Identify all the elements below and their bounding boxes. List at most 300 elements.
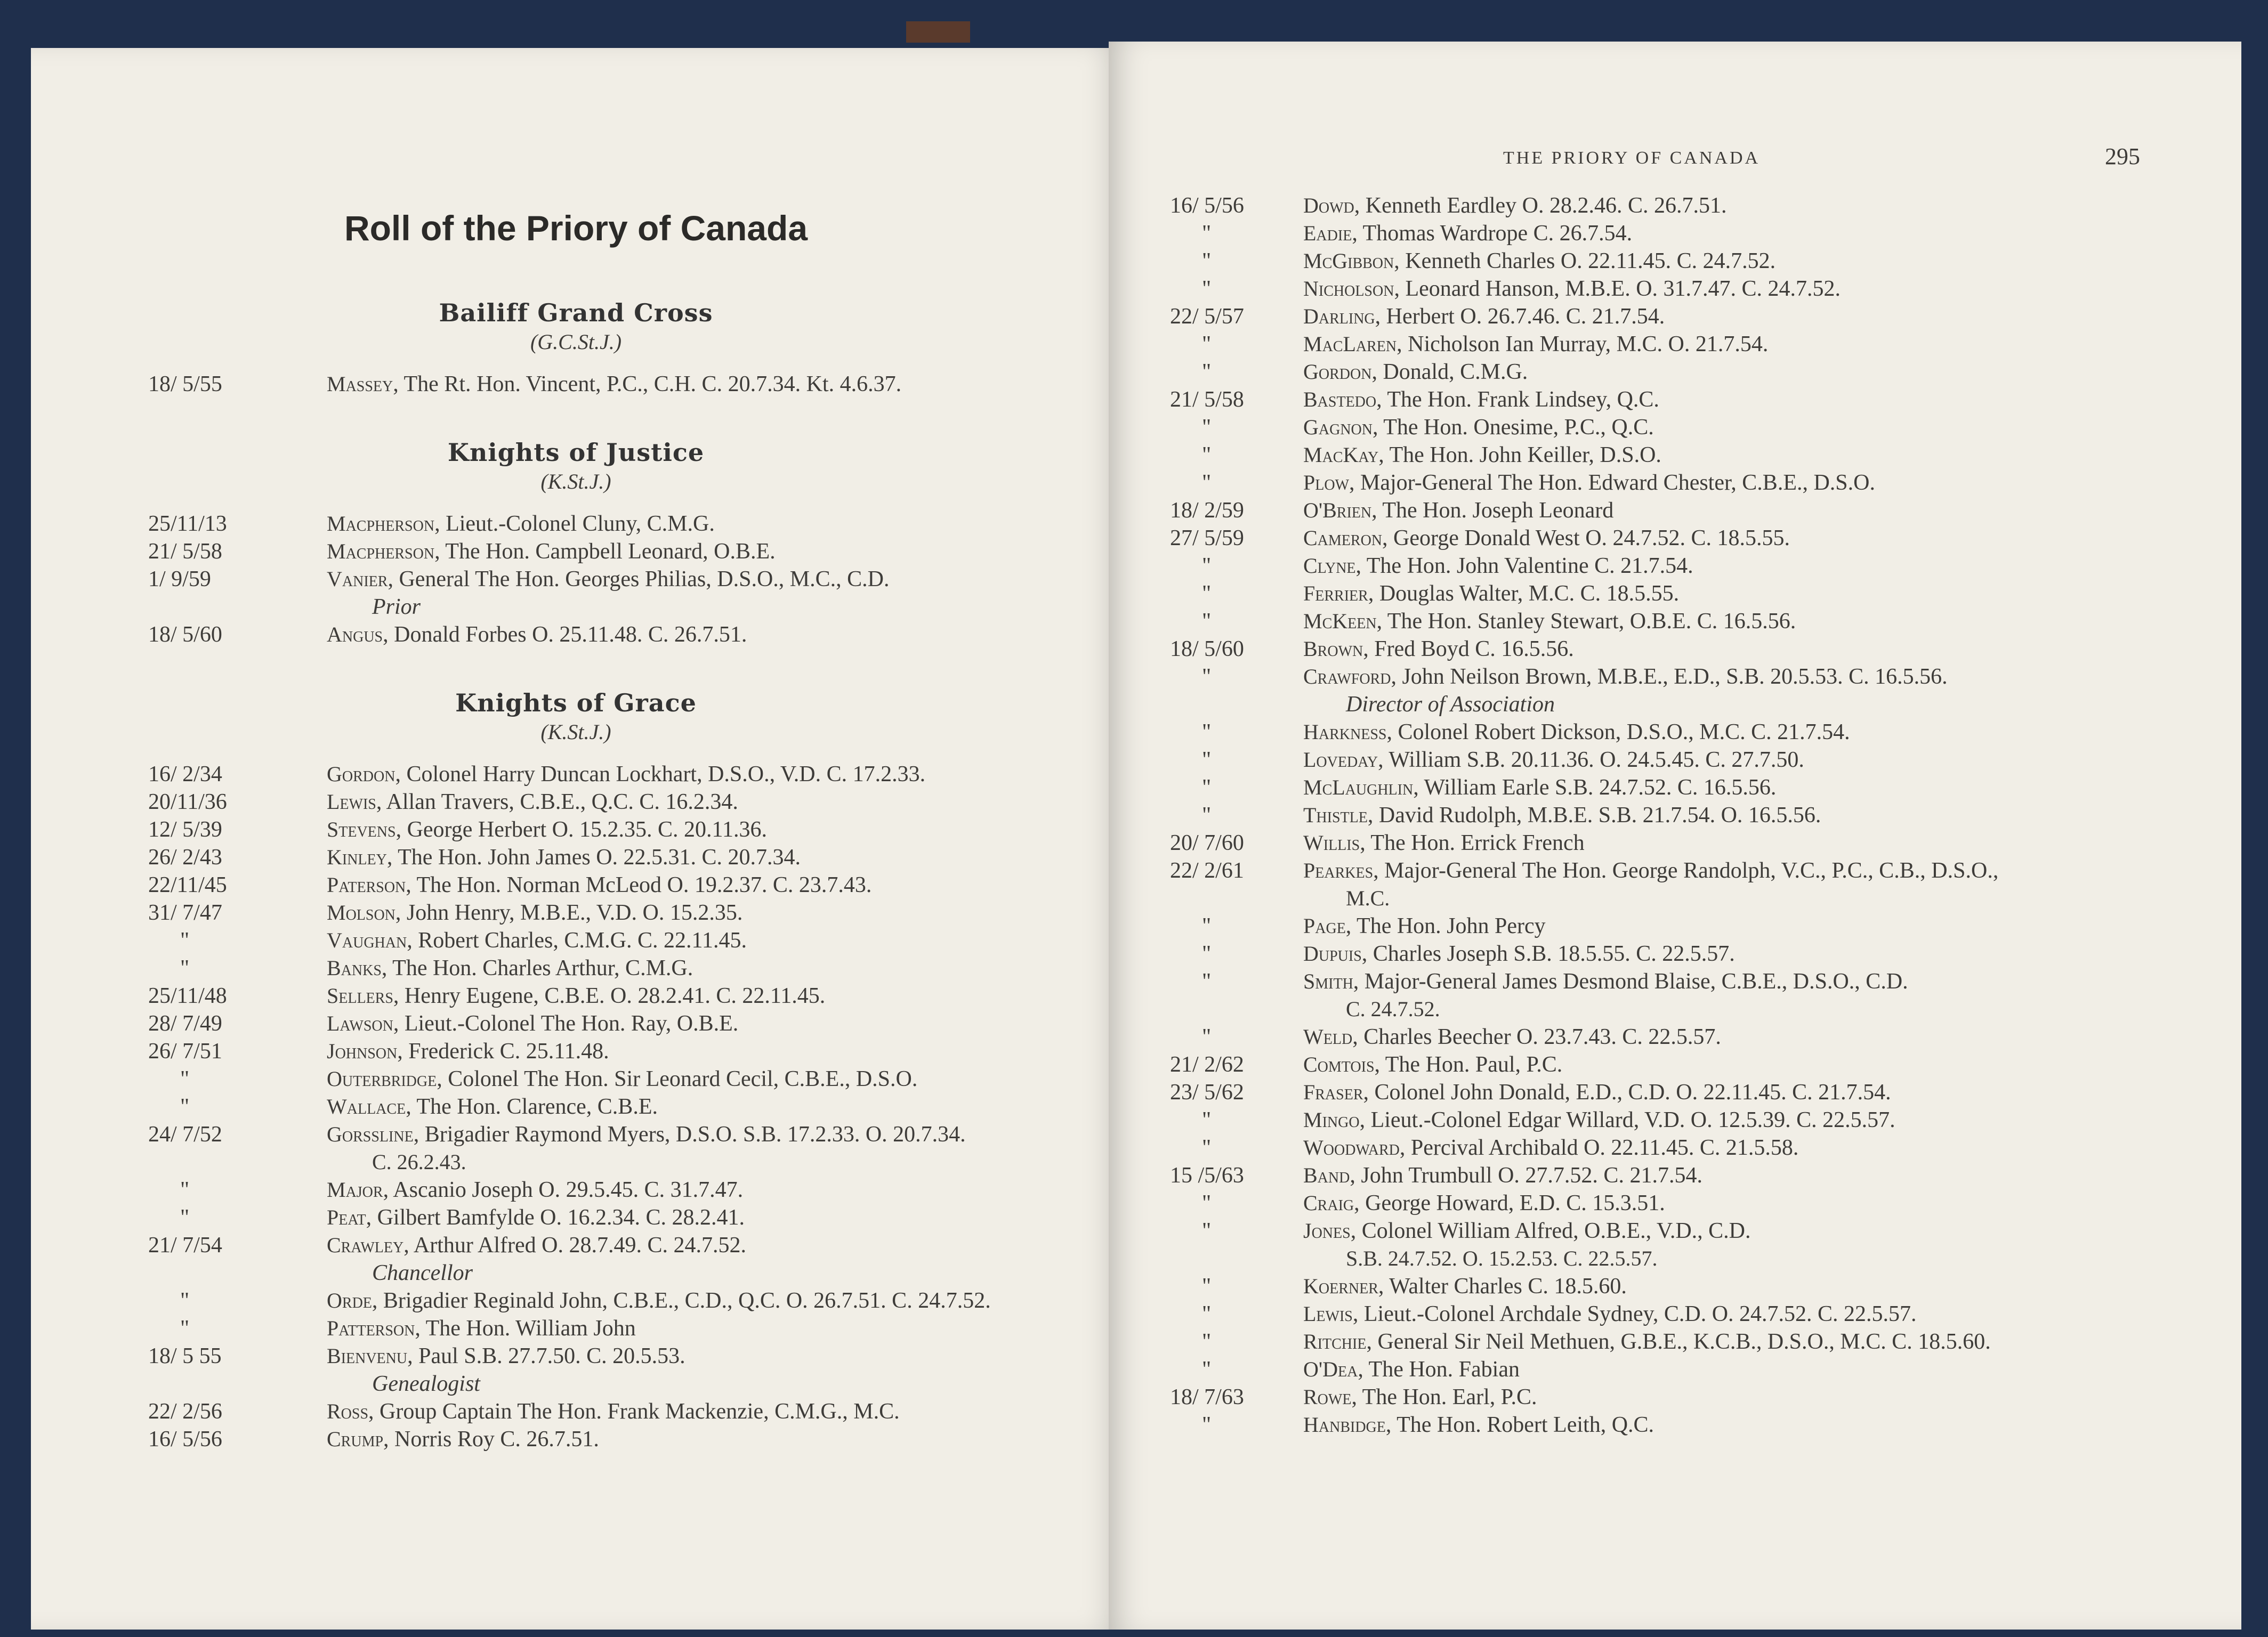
member-entry (1303, 607, 1796, 635)
member-entry (1303, 968, 1908, 995)
member-entry (327, 927, 747, 954)
member-details: , John Henry, M.B.E., V.D. O. 15.2.35. (395, 901, 743, 925)
member-entry (1303, 1189, 1665, 1217)
office-note (31, 1259, 1121, 1287)
roll-entry (31, 899, 1121, 927)
roll-entry (31, 510, 1121, 538)
continuation-text: C. 26.2.43. (372, 1150, 466, 1174)
member-surname: Cameron (1303, 526, 1383, 550)
member-surname: Lewis (1303, 1302, 1353, 1326)
member-details: , The Hon. Fabian (1358, 1357, 1520, 1382)
admission-date: " (180, 956, 190, 980)
member-details: , Paul S.B. 27.7.50. C. 20.5.53. (407, 1344, 685, 1368)
member-surname: Rowe (1303, 1385, 1352, 1409)
member-entry (1303, 829, 1585, 857)
member-surname: Harkness (1303, 720, 1387, 744)
member-entry (1303, 552, 1693, 580)
office-note (31, 593, 1121, 621)
admission-date: 27/ 5/59 (1170, 526, 1244, 550)
member-entry (327, 899, 742, 927)
admission-date: " (1202, 942, 1212, 966)
member-surname: Pearkes (1303, 858, 1374, 882)
roll-entry (1109, 1134, 2241, 1162)
member-details: , David Rudolph, M.B.E. S.B. 21.7.54. O. 16.5.56. (1367, 803, 1821, 828)
member-details: , Brigadier Raymond Myers, D.S.O. S.B. 17.2.33. O. 20.7.34. (413, 1122, 966, 1147)
member-entry (327, 1315, 636, 1342)
admission-date: " (1202, 664, 1212, 689)
admission-date: 26/ 2/43 (148, 845, 222, 870)
member-surname: Fraser (1303, 1080, 1363, 1104)
member-details: , The Hon. Clarence, C.B.E. (406, 1095, 658, 1119)
roll-entry (1109, 247, 2241, 275)
member-details: , William S.B. 20.11.36. O. 24.5.45. C. 27.7.50. (1378, 748, 1804, 772)
admission-date: " (1202, 1191, 1212, 1215)
admission-date: 18/ 5/55 (148, 372, 222, 396)
book-spine (906, 21, 970, 43)
admission-date: 16/ 2/34 (148, 762, 222, 787)
office-note (31, 1370, 1121, 1398)
member-entry (1303, 441, 1661, 469)
section-abbreviation: (G.C.St.J.) (530, 330, 622, 354)
roll-entry (31, 1342, 1121, 1370)
member-surname: O'Dea (1303, 1357, 1358, 1381)
member-details: , Colonel William Alfred, O.B.E., V.D., C.D. (1350, 1219, 1751, 1243)
right-entries (1109, 192, 2241, 1439)
continuation-text: C. 24.7.52. (1346, 997, 1440, 1021)
roll-entry (1109, 580, 2241, 607)
member-surname: Major (327, 1178, 383, 1202)
roll-entry (31, 1204, 1121, 1231)
member-entry (1303, 1162, 1702, 1189)
roll-entry (1109, 1383, 2241, 1411)
roll-entry (31, 1315, 1121, 1342)
member-surname: MacKay (1303, 443, 1379, 467)
member-details: , The Hon. John Valentine C. 21.7.54. (1355, 554, 1693, 578)
member-surname: Outerbridge (327, 1067, 437, 1091)
admission-date: " (1202, 1357, 1212, 1382)
member-entry (327, 1093, 658, 1121)
member-surname: Loveday (1303, 748, 1378, 772)
member-surname: McKeen (1303, 609, 1377, 633)
member-details: , Ascanio Joseph O. 29.5.45. C. 31.7.47. (383, 1178, 744, 1202)
member-surname: Banks (327, 956, 382, 980)
roll-entry (31, 621, 1121, 649)
roll-entry (1109, 1023, 2241, 1051)
admission-date: 22/11/45 (148, 873, 227, 897)
office-title: Genealogist (372, 1372, 480, 1396)
section-title: Knights of Justice (447, 438, 705, 467)
admission-date: " (180, 1205, 190, 1230)
roll-entry (1109, 774, 2241, 801)
roll-entry (1109, 968, 2241, 995)
member-entry (327, 1065, 917, 1093)
member-surname: Mingo (1303, 1108, 1360, 1132)
roll-entry (1109, 801, 2241, 829)
admission-date: " (1202, 748, 1212, 772)
roll-entry (31, 1121, 1121, 1148)
admission-date: 25/11/48 (148, 984, 227, 1008)
member-surname: Crump (327, 1427, 384, 1451)
admission-date: 20/11/36 (148, 790, 227, 814)
member-entry (1303, 497, 1613, 524)
admission-date: 18/ 5 55 (148, 1344, 222, 1368)
member-surname: Eadie (1303, 221, 1352, 245)
member-entry (1303, 469, 1875, 497)
roll-entry (31, 1093, 1121, 1121)
member-entry (1303, 1217, 1751, 1245)
member-details: , George Donald West O. 24.7.52. C. 18.5.55. (1382, 526, 1790, 550)
member-entry (327, 1231, 746, 1259)
roll-entry (1109, 1106, 2241, 1134)
member-entry (1303, 1134, 1798, 1162)
office-title: Chancellor (372, 1261, 473, 1285)
section-title: Knights of Grace (455, 688, 697, 717)
member-details: , The Hon. John Percy (1345, 914, 1546, 938)
member-surname: Angus (327, 622, 383, 646)
admission-date: " (1202, 1108, 1212, 1132)
member-surname: Brown (1303, 637, 1363, 661)
roll-entry (1109, 663, 2241, 691)
member-entry (1303, 1328, 1991, 1356)
member-details: , Arthur Alfred O. 28.7.49. C. 24.7.52. (403, 1233, 746, 1258)
roll-entry (1109, 303, 2241, 330)
admission-date: " (1202, 360, 1212, 384)
admission-date: " (1202, 969, 1212, 994)
member-entry (1303, 912, 1546, 940)
section-abbreviation: (K.St.J.) (540, 469, 611, 493)
office-note (1109, 691, 2241, 718)
member-surname: Gorssline (327, 1122, 414, 1146)
roll-entry (1109, 330, 2241, 358)
admission-date: 22/ 2/61 (1170, 858, 1244, 883)
member-entry (1303, 857, 1998, 885)
member-surname: Macpherson (327, 539, 435, 563)
member-entry (327, 621, 747, 649)
member-entry (327, 1010, 738, 1038)
member-entry (327, 510, 715, 538)
admission-date: 23/ 5/62 (1170, 1080, 1244, 1105)
roll-entry (1109, 912, 2241, 940)
roll-entry (1109, 497, 2241, 524)
member-details: , General The Hon. Georges Philias, D.S.O., M.C., C.D. (388, 567, 890, 591)
entry-continuation (1109, 995, 2241, 1023)
member-details: , Kenneth Eardley O. 28.2.46. C. 26.7.51. (1354, 193, 1727, 218)
member-entry (1303, 275, 1841, 303)
admission-date: " (180, 928, 190, 953)
member-entry (1303, 774, 1776, 801)
roll-entry (31, 788, 1121, 816)
member-entry (1303, 524, 1790, 552)
admission-date: 18/ 5/60 (148, 622, 222, 647)
member-entry (327, 760, 925, 788)
member-surname: Smith (1303, 969, 1353, 993)
admission-date: 26/ 7/51 (148, 1039, 222, 1064)
roll-entry (31, 954, 1121, 982)
roll-entry (1109, 857, 2241, 885)
member-entry (1303, 580, 1679, 607)
roll-entry (31, 1010, 1121, 1038)
member-surname: Jones (1303, 1219, 1351, 1243)
roll-entry (31, 538, 1121, 565)
member-entry (1303, 192, 1727, 220)
member-details: , Fred Boyd C. 16.5.56. (1363, 637, 1574, 661)
roll-entry (31, 816, 1121, 844)
member-surname: Dowd (1303, 193, 1354, 217)
member-surname: Vaughan (327, 928, 407, 952)
roll-entry (1109, 469, 2241, 497)
roll-entry (1109, 275, 2241, 303)
member-entry (327, 1176, 743, 1204)
member-entry (327, 1398, 900, 1425)
admission-date: " (1202, 415, 1212, 440)
member-entry (327, 1287, 991, 1315)
member-details: , The Hon. John Keiller, D.S.O. (1378, 443, 1661, 467)
roll-entry (31, 871, 1121, 899)
admission-date: 21/ 7/54 (148, 1233, 222, 1258)
member-surname: Hanbidge (1303, 1413, 1386, 1437)
admission-date: " (1202, 554, 1212, 578)
member-details: , George Howard, E.D. C. 15.3.51. (1354, 1191, 1665, 1215)
section-title: Bailiff Grand Cross (439, 298, 713, 327)
member-surname: Comtois (1303, 1052, 1375, 1076)
member-entry (1303, 220, 1632, 247)
member-surname: Orde (327, 1288, 372, 1312)
continuation-text: M.C. (1346, 886, 1390, 910)
member-entry (1303, 1106, 1895, 1134)
section-heading (31, 298, 1121, 354)
section-heading (31, 688, 1121, 744)
admission-date: 22/ 2/56 (148, 1399, 222, 1424)
member-entry (327, 1038, 609, 1065)
admission-date: " (1202, 1274, 1212, 1299)
member-entry (1303, 330, 1768, 358)
roll-entry (1109, 718, 2241, 746)
member-surname: Lewis (327, 790, 376, 814)
roll-entry (31, 927, 1121, 954)
section-heading (31, 438, 1121, 494)
member-details: , Group Captain The Hon. Frank Mackenzie, C.M.G., M.C. (368, 1399, 900, 1424)
member-details: , Nicholson Ian Murray, M.C. O. 21.7.54. (1397, 332, 1769, 356)
admission-date: 31/ 7/47 (148, 901, 222, 925)
member-details: , William Earle S.B. 24.7.52. C. 16.5.56. (1413, 775, 1777, 800)
member-surname: Massey (327, 372, 393, 396)
member-surname: McGibbon (1303, 249, 1394, 273)
admission-date: " (1202, 1219, 1212, 1243)
member-entry (327, 1121, 966, 1148)
roll-entry (1109, 607, 2241, 635)
member-details: , Lieut.-Colonel Cluny, C.M.G. (434, 512, 715, 536)
roll-entry (1109, 1079, 2241, 1106)
member-details: , The Hon. Earl, P.C. (1351, 1385, 1537, 1409)
member-details: , The Hon. Frank Lindsey, Q.C. (1376, 387, 1659, 412)
member-details: , The Hon. Charles Arthur, C.M.G. (381, 956, 693, 980)
member-entry (1303, 1023, 1721, 1051)
roll-entry (1109, 635, 2241, 663)
member-surname: Crawford (1303, 664, 1391, 688)
member-surname: Weld (1303, 1025, 1353, 1049)
left-page (31, 48, 1121, 1630)
member-details: , Douglas Walter, M.C. C. 18.5.55. (1368, 581, 1680, 606)
roll-entry (1109, 1051, 2241, 1079)
admission-date: 21/ 5/58 (1170, 387, 1244, 412)
member-entry (1303, 358, 1528, 386)
member-entry (1303, 1300, 1917, 1328)
office-title: Prior (372, 595, 421, 619)
roll-entry (31, 982, 1121, 1010)
member-surname: Macpherson (327, 512, 435, 536)
member-details: , The Hon. Paul, P.C. (1374, 1052, 1563, 1077)
member-details: , Frederick C. 25.11.48. (397, 1039, 609, 1064)
section-entries (31, 760, 1121, 1453)
roll-entry (1109, 1328, 2241, 1356)
admission-date: " (1202, 1302, 1212, 1326)
section-abbreviation: (K.St.J.) (540, 720, 611, 744)
member-surname: Willis (1303, 831, 1360, 855)
member-details: , Lieut.-Colonel The Hon. Ray, O.B.E. (393, 1011, 739, 1036)
member-entry (1303, 247, 1775, 275)
member-details: , Colonel The Hon. Sir Leonard Cecil, C.B.E., D.S.O. (437, 1067, 918, 1091)
admission-date: 15 /5/63 (1170, 1163, 1244, 1188)
roll-entry (31, 1231, 1121, 1259)
member-details: , Leonard Hanson, M.B.E. O. 31.7.47. C. 24.7.52. (1394, 277, 1841, 301)
admission-date: " (1202, 277, 1212, 301)
admission-date: " (1202, 1413, 1212, 1437)
member-surname: Gagnon (1303, 415, 1373, 439)
running-head: THE PRIORY OF CANADA (1503, 148, 1761, 168)
roll-entry (1109, 386, 2241, 414)
member-entry (327, 871, 871, 899)
member-surname: Peat (327, 1205, 366, 1229)
member-surname: Wallace (327, 1095, 406, 1119)
member-details: , John Neilson Brown, M.B.E., E.D., S.B. 20.5.53. C. 16.5.56. (1391, 664, 1948, 689)
member-details: , The Hon. Stanley Stewart, O.B.E. C. 16.5.56. (1376, 609, 1796, 634)
admission-date: " (1202, 1330, 1212, 1354)
member-entry (327, 370, 901, 398)
member-entry (1303, 663, 1948, 691)
roll-entry (1109, 829, 2241, 857)
admission-date: " (180, 1316, 190, 1341)
admission-date: " (1202, 1136, 1212, 1160)
member-details: , The Hon. Joseph Leonard (1371, 498, 1614, 523)
office-title: Director of Association (1346, 692, 1555, 717)
member-details: , Major-General James Desmond Blaise, C.B.E., D.S.O., C.D. (1353, 969, 1908, 994)
member-details: , Lieut.-Colonel Edgar Willard, V.D. O. 12.5.39. C. 22.5.57. (1359, 1108, 1895, 1132)
member-entry (1303, 718, 1850, 746)
member-entry (1303, 635, 1574, 663)
roll-entry (31, 1038, 1121, 1065)
member-details: , The Hon. Campbell Leonard, O.B.E. (434, 539, 776, 564)
continuation-text: S.B. 24.7.52. O. 15.2.53. C. 22.5.57. (1346, 1246, 1658, 1270)
roll-entry (1109, 220, 2241, 247)
member-surname: O'Brien (1303, 498, 1372, 522)
admission-date: " (1202, 581, 1212, 606)
member-details: , General Sir Neil Methuen, G.B.E., K.C.B., D.S.O., M.C. C. 18.5.60. (1366, 1330, 1991, 1354)
roll-entry (31, 1176, 1121, 1204)
member-details: , Major-General The Hon. Edward Chester, C.B.E., D.S.O. (1349, 471, 1875, 495)
member-surname: Clyne (1303, 554, 1356, 578)
roll-entry (1109, 1162, 2241, 1189)
page-number: 295 (2105, 143, 2140, 169)
member-details: , Lieut.-Colonel Archdale Sydney, C.D. O. 24.7.52. C. 22.5.57. (1352, 1302, 1917, 1326)
member-details: , Donald, C.M.G. (1371, 360, 1528, 384)
member-details: , The Hon. William John (415, 1316, 636, 1341)
member-surname: Ritchie (1303, 1330, 1367, 1354)
admission-date: " (180, 1178, 190, 1202)
admission-date: " (1202, 221, 1212, 246)
member-surname: Johnson (327, 1039, 398, 1063)
member-entry (327, 954, 693, 982)
roll-entry (1109, 524, 2241, 552)
admission-date: 18/ 2/59 (1170, 498, 1244, 523)
member-details: , John Trumbull O. 27.7.52. C. 21.7.54. (1350, 1163, 1702, 1188)
admission-date: 24/ 7/52 (148, 1122, 222, 1147)
member-details: , The Hon. Robert Leith, Q.C. (1385, 1413, 1654, 1437)
page-title: Roll of the Priory of Canada (344, 208, 808, 248)
admission-date: " (180, 1067, 190, 1091)
section-entries (31, 370, 1121, 398)
member-details: , Charles Beecher O. 23.7.43. C. 22.5.57. (1352, 1025, 1721, 1049)
roll-entry (1109, 414, 2241, 441)
member-details: , Colonel Robert Dickson, D.S.O., M.C. C. 21.7.54. (1386, 720, 1850, 744)
admission-date: " (1202, 249, 1212, 273)
roll-entry (1109, 1300, 2241, 1328)
right-page (1109, 42, 2241, 1630)
member-details: , The Rt. Hon. Vincent, P.C., C.H. C. 20.7.34. Kt. 4.6.37. (393, 372, 902, 396)
member-surname: Crawley (327, 1233, 404, 1257)
member-surname: Craig (1303, 1191, 1354, 1215)
roll-entry (31, 565, 1121, 593)
member-surname: Vanier (327, 567, 388, 591)
member-surname: Band (1303, 1163, 1350, 1187)
admission-date: 16/ 5/56 (148, 1427, 222, 1452)
member-surname: Gordon (1303, 360, 1372, 384)
section-entries (31, 510, 1121, 649)
admission-date: " (1202, 443, 1212, 467)
roll-entry (1109, 1189, 2241, 1217)
member-entry (327, 788, 738, 816)
admission-date: 21/ 5/58 (148, 539, 222, 564)
member-entry (1303, 1273, 1627, 1300)
member-surname: Molson (327, 901, 396, 925)
admission-date: " (1202, 1025, 1212, 1049)
admission-date: " (1202, 609, 1212, 634)
roll-entry (1109, 1217, 2241, 1245)
member-surname: Dupuis (1303, 942, 1362, 966)
roll-entry (1109, 192, 2241, 220)
admission-date: " (180, 1095, 190, 1119)
roll-entry (1109, 441, 2241, 469)
roll-entry (31, 370, 1121, 398)
admission-date: 25/11/13 (148, 512, 227, 536)
member-entry (327, 1204, 745, 1231)
roll-entry (1109, 746, 2241, 774)
member-surname: Plow (1303, 471, 1349, 495)
admission-date: " (1202, 914, 1212, 938)
member-entry (1303, 940, 1735, 968)
member-surname: Kinley (327, 845, 387, 869)
roll-entry (31, 1425, 1121, 1453)
member-entry (327, 982, 825, 1010)
member-surname: Bienvenu (327, 1344, 408, 1368)
roll-entry (31, 760, 1121, 788)
member-surname: Stevens (327, 817, 396, 841)
admission-date: " (1202, 471, 1212, 495)
roll-entry (31, 1398, 1121, 1425)
roll-entry (1109, 1356, 2241, 1383)
member-details: , Gilbert Bamfylde O. 16.2.34. C. 28.2.41. (366, 1205, 745, 1230)
member-surname: Koerner (1303, 1274, 1378, 1298)
member-entry (327, 1342, 685, 1370)
